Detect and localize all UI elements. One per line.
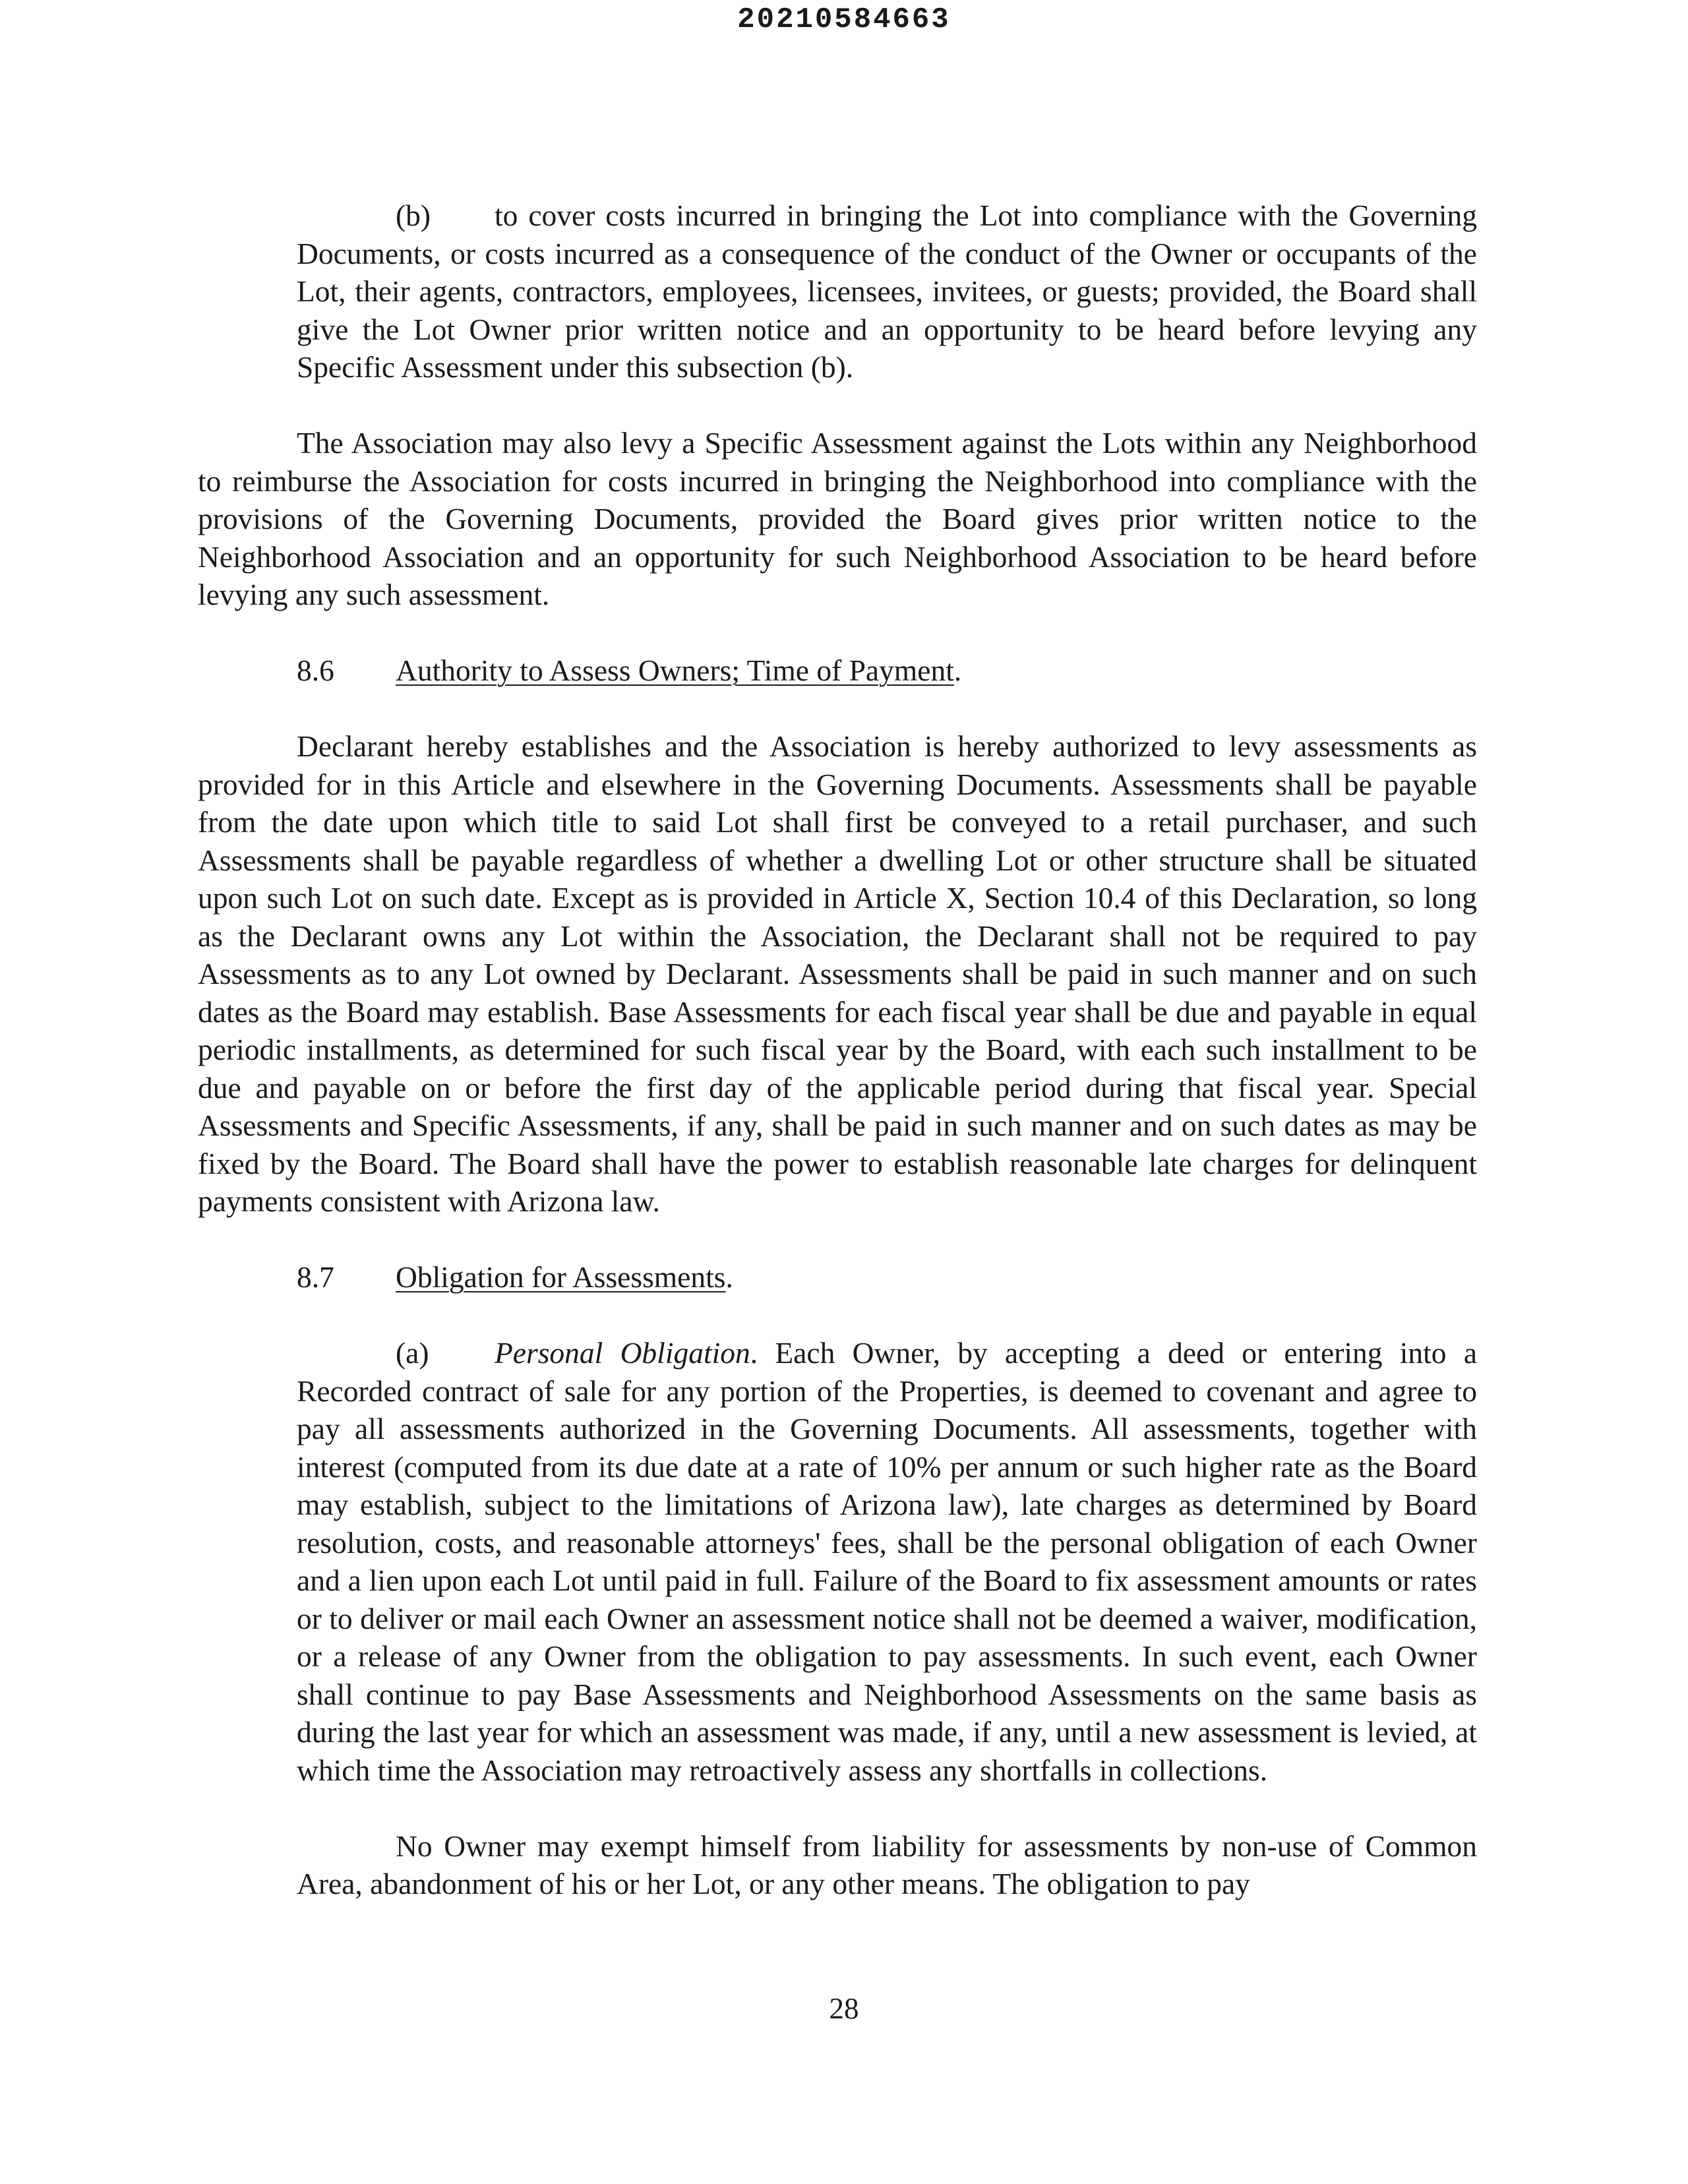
document-number: 20210584663 (737, 3, 951, 36)
section-8-7-number: 8.7 (297, 1260, 334, 1294)
section-8-7-title: Obligation for Assessments (396, 1260, 726, 1294)
section-8-6-period: . (953, 653, 962, 687)
document-body (198, 197, 1477, 1941)
page-number: 28 (829, 1992, 859, 2025)
subsection-a (297, 1334, 1477, 1789)
section-8-6-number: 8.6 (297, 653, 334, 687)
association-paragraph: The Association may also levy a Specific Assessment against the Lots within any Neighborhood to reimburse the Association for costs incurred in bringing the Neighborhood into compliance with the provisions of the Governing Documents, provided the Board gives prior written notice to the Neighborhood Association and an opportunity for such Neighborhood Association to be heard before levying any such assessment. (198, 426, 1477, 611)
subsection-a-text: Each Owner, by accepting a deed or entering into a Recorded contract of sale for any portion of the Properties, is deemed to covenant and agree to pay all assessments authorized in the Governing Documents. All assessments, together with interest (computed from its due date at a rate of 10% per annum or such higher rate as the Board may establish, subject to the limitations of Arizona law), late charges as determined by Board resolution, costs, and reasonable attorneys' fees, shall be the personal obligation of each Owner and a lien upon each Lot until paid in full. Failure of the Board to fix assessment amounts or rates or to deliver or mail each Owner an assessment notice shall not be deemed a waiver, modification, or a release of any Owner from the obligation to pay assessments. In such event, each Owner shall continue to pay Base Assessments and Neighborhood Assessments on the same basis as during the last year for which an assessment was made, if any, until a new assessment is levied, at which time the Association may retroactively assess any shortfalls in collections. (297, 1336, 1478, 1787)
section-8-6-heading (297, 652, 1477, 690)
section-8-6-paragraph: Declarant hereby establishes and the Association is hereby authorized to levy assessments as provided for in this Article and elsewhere in the Governing Documents. Assessments shall be payable from the date upon which title to said Lot shall first be conveyed to a retail purchaser, and such Assessments shall be payable regardless of whether a dwelling Lot or other structure shall be situated upon such Lot on such date. Except as is provided in Article X, Section 10.4 of this Declaration, so long as the Declarant owns any Lot within the Association, the Declarant shall not be required to pay Assessments as to any Lot owned by Declarant. Assessments shall be paid in such manner and on such dates as the Board may establish. Base Assessments for each fiscal year shall be due and payable in equal periodic installments, as determined for such fiscal year by the Board, with each such installment to be due and payable on or before the first day of the applicable period during that fiscal year. Special Assessments and Specific Assessments, if any, shall be paid in such manner and on such dates as may be fixed by the Board. The Board shall have the power to establish reasonable late charges for delinquent payments consistent with Arizona law. (198, 729, 1477, 1218)
section-8-7-period: . (725, 1260, 733, 1294)
no-owner-paragraph: No Owner may exempt himself from liability for assessments by non-use of Common Area, abandonment of his or her Lot, or any other means. The obligation to pay (297, 1829, 1477, 1900)
section-8-6-title: Authority to Assess Owners; Time of Payment (396, 653, 954, 687)
subsection-a-title: Personal Obligation (495, 1336, 750, 1370)
subsection-a-label: (a) (396, 1336, 429, 1370)
subsection-b-label: (b) (396, 198, 431, 232)
section-8-7-heading (297, 1258, 1477, 1296)
subsection-a-period: . (750, 1336, 775, 1370)
subsection-b (297, 197, 1477, 386)
subsection-b-text: to cover costs incurred in bringing the Lot into compliance with the Governing Documents, or costs incurred as a consequence of the conduct of the Owner or occupants of the Lot, their agents, contractors, employees, licensees, invitees, or guests; provided, the Board shall give the Lot Owner prior written notice and an opportunity to be heard before levying any Specific Assessment under this subsection (b). (297, 198, 1477, 384)
